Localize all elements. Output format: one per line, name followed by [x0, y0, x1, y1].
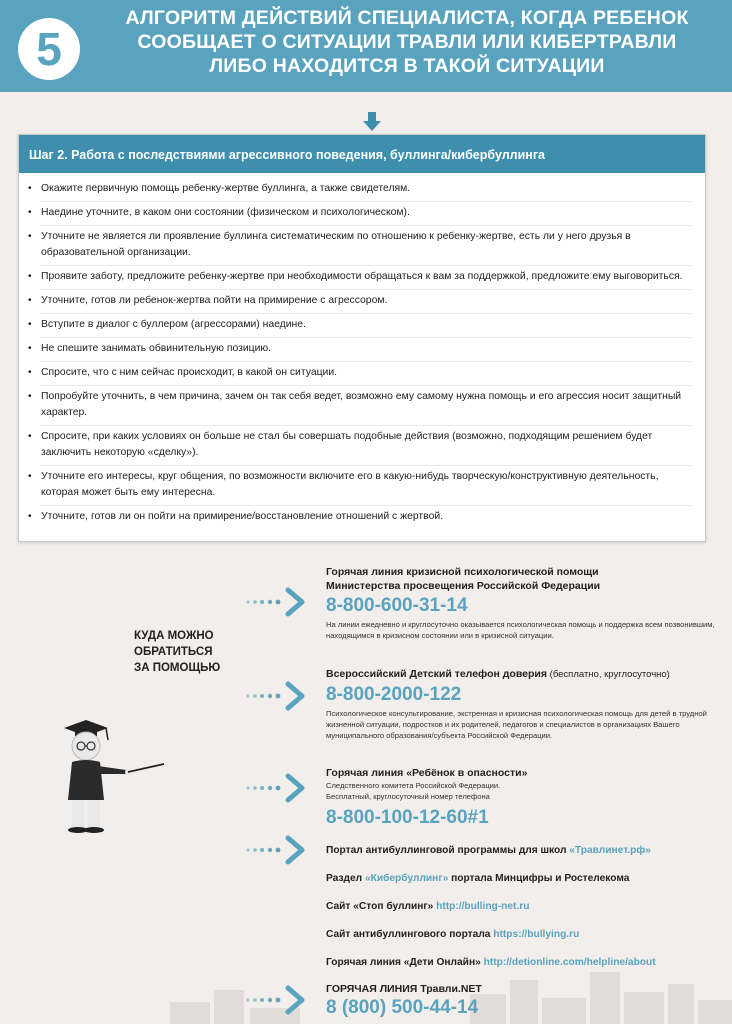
- helpline-title: ГОРЯЧАЯ ЛИНИЯ Травли.NET: [326, 983, 482, 995]
- resource-link-row: Сайт «Стоп буллинг» http://bulling-net.ru: [326, 901, 530, 912]
- bullet-icon: •: [28, 391, 32, 402]
- helpline-block-ministry: [326, 565, 726, 641]
- helpline-description: Психологическое консультирование, экстренная и кризисная психологическая помощь для детей в трудной жизненной ситуации, подростков и их родителей, педагогов и специалистов в организациях Вашего муниципального образования/субъекта Российской Федерации.: [326, 709, 707, 740]
- list-item: • Уточните, готов ли он пойти на примирение/восстановление отношений с жертвой.: [41, 506, 691, 529]
- helpline-phone[interactable]: 8 (800) 500-44-14: [326, 997, 479, 1018]
- step-number-badge: 5: [18, 18, 80, 80]
- list-item: • Уточните его интересы, круг общения, по возможности включите его в какую-нибудь творческую/конструктивную деятельность, которая может быть ему интересна.: [41, 466, 691, 506]
- header-banner: [0, 0, 732, 92]
- resource-link-row: Горячая линия «Дети Онлайн» http://detionline.com/helpline/about: [326, 957, 656, 968]
- bullet-icon: •: [28, 207, 32, 218]
- helpline-block-children: [326, 667, 726, 741]
- bullet-icon: •: [28, 511, 32, 522]
- resource-link[interactable]: «Травлинет.рф»: [569, 845, 651, 856]
- bullet-icon: •: [28, 231, 32, 242]
- helpline-subtitle: Бесплатный, круглосуточный номер телефона: [326, 792, 490, 801]
- resource-link[interactable]: https://bullying.ru: [493, 929, 580, 940]
- page-title-line: АЛГОРИТМ ДЕЙСТВИЙ СПЕЦИАЛИСТА, КОГДА РЕБЕНОК: [125, 7, 689, 29]
- bullet-icon: •: [28, 295, 32, 306]
- step-card: [18, 134, 706, 542]
- dotted-arrow-icon: [244, 586, 308, 618]
- helpline-phone[interactable]: 8-800-600-31-14: [326, 595, 468, 616]
- bullet-icon: •: [28, 367, 32, 378]
- dotted-arrow-icon: [244, 680, 308, 712]
- resource-link[interactable]: http://detionline.com/helpline/about: [483, 957, 656, 968]
- page-title-line: ЛИБО НАХОДИТСЯ В ТАКОЙ СИТУАЦИИ: [209, 55, 605, 77]
- list-item: • Не спешите занимать обвинительную позицию.: [41, 338, 691, 362]
- help-label-line: ОБРАТИТЬСЯ: [134, 646, 213, 658]
- list-item: • Уточните не является ли проявление буллинга систематическим по отношению к ребенку-жертве, есть ли у него друзья в образовательной организации.: [41, 226, 691, 266]
- bullet-icon: •: [28, 183, 32, 194]
- help-label: [134, 628, 254, 676]
- page-title-line: СООБЩАЕТ О СИТУАЦИИ ТРАВЛИ ИЛИ КИБЕРТРАВЛИ: [137, 31, 677, 53]
- bullet-icon: •: [28, 471, 32, 482]
- list-item: • Вступите в диалог с буллером (агрессорами) наедине.: [41, 314, 691, 338]
- helpline-phone[interactable]: 8-800-100-12-60#1: [326, 807, 489, 828]
- list-item: • Попробуйте уточнить, в чем причина, зачем он так себя ведет, возможно ему самому нужна помощь и его агрессия носит защитный характер.: [41, 386, 691, 426]
- list-item: • Наедине уточните, в каком они состоянии (физическом и психологическом).: [41, 202, 691, 226]
- resource-link-row: Портал антибуллинговой программы для школ «Травлинет.рф»: [326, 845, 651, 856]
- list-item: • Проявите заботу, предложите ребенку-жертве при необходимости обращаться к вам за поддержкой, предложите ему выговориться.: [41, 266, 691, 290]
- dotted-arrow-icon: [244, 772, 308, 804]
- list-item: • Уточните, готов ли ребенок-жертва пойти на примирение с агрессором.: [41, 290, 691, 314]
- step-list: [19, 173, 705, 529]
- helpline-description: На линии ежедневно и круглосуточно оказывается психологическая помощь и поддержка всем позвонившим, находящимся в кризисном состоянии или в кризисной ситуации.: [326, 620, 715, 640]
- helpline-title: Всероссийский Детский телефон доверия (бесплатно, круглосуточно): [326, 668, 670, 680]
- resource-link-row: Сайт антибуллингового портала https://bullying.ru: [326, 929, 580, 940]
- step-title: Шаг 2. Работа с последствиями агрессивного поведения, буллинга/кибербуллинга: [19, 135, 705, 173]
- helpline-title: Министерства просвещения Российской Федерации: [326, 580, 601, 592]
- helpline-title: Горячая линия «Ребёнок в опасности»: [326, 767, 528, 779]
- list-item: • Окажите первичную помощь ребенку-жертве буллинга, а также свидетелям.: [41, 178, 691, 202]
- dotted-arrow-icon: [244, 984, 308, 1016]
- bullet-icon: •: [28, 343, 32, 354]
- helpline-block-danger: [326, 766, 726, 831]
- resource-link[interactable]: «Кибербуллинг»: [364, 873, 449, 884]
- resource-link[interactable]: http://bulling-net.ru: [436, 901, 530, 912]
- help-label-line: ЗА ПОМОЩЬЮ: [134, 662, 221, 674]
- helpline-block-travli: [326, 982, 726, 1020]
- help-label-line: КУДА МОЖНО: [134, 630, 214, 642]
- down-arrow-icon: [362, 112, 382, 132]
- resource-link-row: Раздел «Кибербуллинг» портала Минцифры и Ростелекома: [326, 873, 630, 884]
- helpline-title: Горячая линия кризисной психологической помощи: [326, 566, 599, 578]
- helpline-phone[interactable]: 8-800-2000-122: [326, 684, 462, 705]
- helpline-subtitle: Следственного комитета Российской Федерации.: [326, 781, 501, 790]
- bullet-icon: •: [28, 431, 32, 442]
- page-title: [92, 6, 722, 78]
- bullet-icon: •: [28, 319, 32, 330]
- list-item: • Спросите, что с ним сейчас происходит, в какой он ситуации.: [41, 362, 691, 386]
- list-item: • Спросите, при каких условиях он больше не стал бы совершать подобные действия (возможно, подходящим решением будет заключить некоторую «сделку»).: [41, 426, 691, 466]
- dotted-arrow-icon: [244, 834, 308, 866]
- teacher-figure-icon: [56, 714, 168, 834]
- bullet-icon: •: [28, 271, 32, 282]
